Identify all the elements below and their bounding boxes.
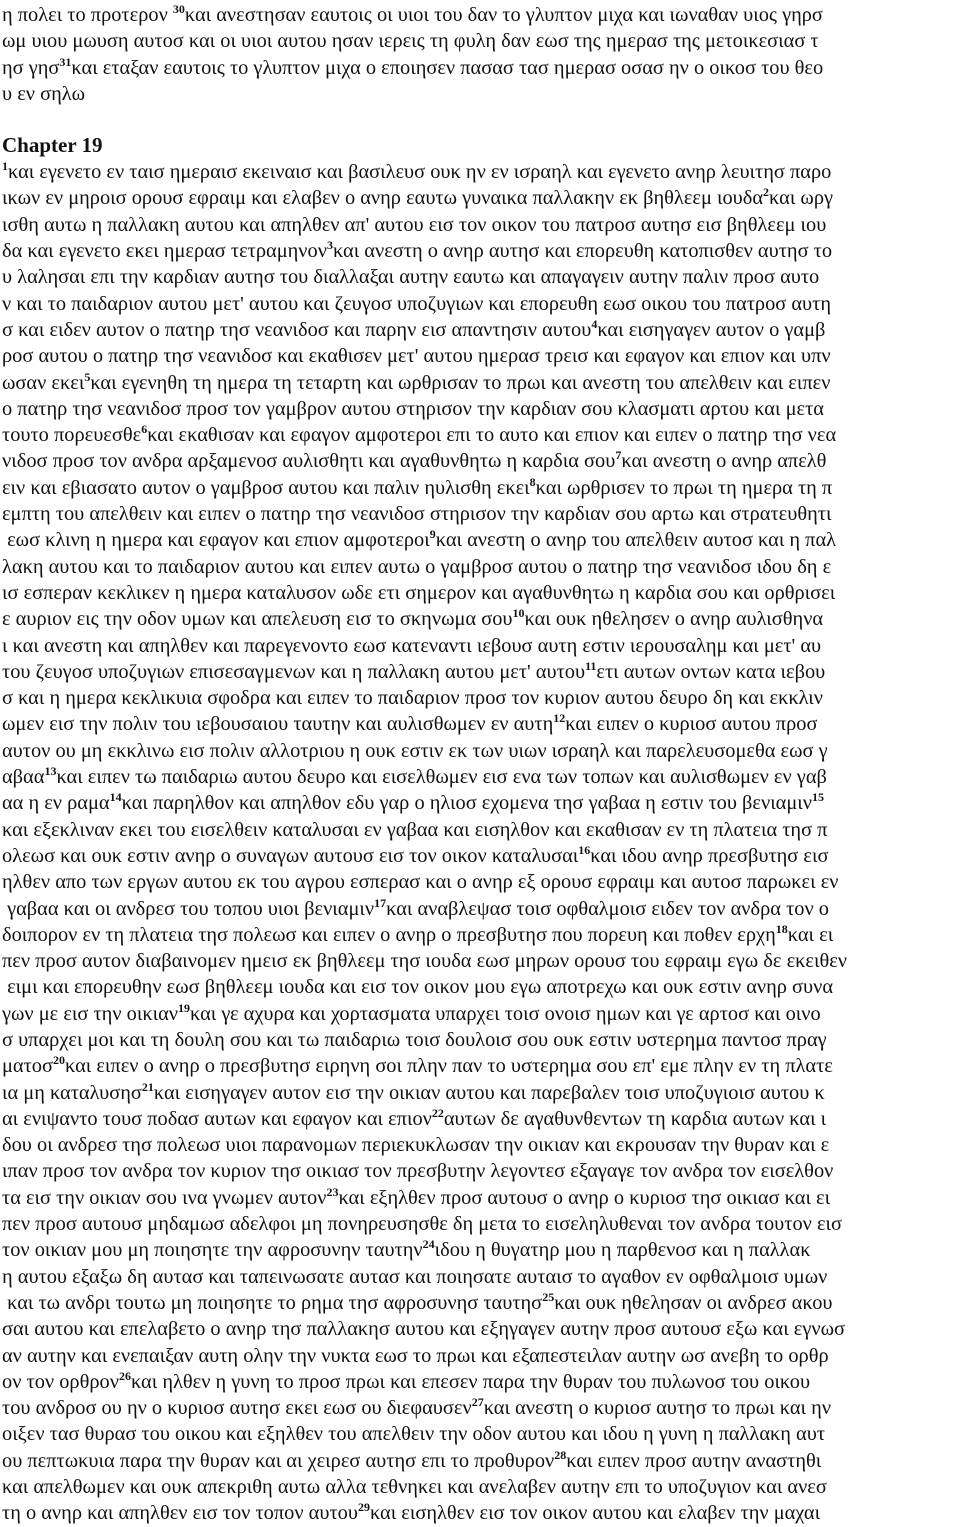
verse-number: 10: [512, 606, 525, 621]
verse-text: και ανεστη ο ανηρ αυτησ και επορευθη κατοπισθεν αυτησ το: [332, 240, 833, 263]
verse-text: ματοσ: [2, 1055, 53, 1078]
verse-text: ικων εν μηροισ ορουσ εφραιμ και ελαβεν ο ανηρ εαυτω γυναικα παλλακην εκ βηθλεεμ ιουδα: [2, 187, 764, 210]
verse-text: ια μη καταλυσησ: [2, 1081, 142, 1104]
text-line: [2, 1500, 958, 1526]
verse-text: και ανεστησαν εαυτοις οι υιοι του δαν το γλυπτον μιχα και ιωναθαν υιος γηρσ: [184, 4, 823, 26]
verse-text: αυτων δε αγαθυνθεντων τη καρδια αυτων και ι: [443, 1107, 827, 1130]
verse-text: σ και η ημερα κεκλικυια σφοδρα και ειπεν το παιδαριον προσ τον κυριον αυτου δευρο δη και εκκλιν: [2, 687, 824, 710]
verse-text: και εξηλθεν προσ αυτουσ ο ανηρ ο κυριοσ τησ οικιασ και ει: [338, 1186, 831, 1209]
text-line: [2, 1421, 958, 1447]
verse-number: 31: [59, 54, 72, 69]
text-line: [2, 948, 958, 974]
text-line: [2, 1290, 958, 1316]
verse-text: αυτον ου μη εκκλινω εισ πολιν αλλοτριου η ουκ εστιν εκ των υιων ισραηλ και παρελευσομεθα εωσ γ: [2, 739, 828, 762]
verse-number: 5: [84, 369, 91, 384]
text-line: [2, 55, 958, 81]
text-line: [2, 554, 958, 580]
text-line: [2, 2, 958, 28]
verse-text: δου οι ανδρεσ τησ πολεωσ υιοι παρανομων περιεκυκλωσαν την οικιαν και εκρουσαν την θυραν και ε: [2, 1134, 830, 1157]
text-line: [2, 448, 958, 474]
scripture-page: [2, 2, 958, 1527]
text-line: [2, 1369, 958, 1395]
verse-text: λακη αυτου και το παιδαριον αυτου και ειπεν αυτω ο γαμβροσ αυτου ο πατηρ τησ νεανιδοσ ιδου δη ε: [2, 555, 832, 578]
text-line: [2, 790, 958, 816]
verse-text: πεν προσ αυτουσ μηδαμωσ αδελφοι μη πονηρευσησθε δη μετα το εισεληλυθεναι τον ανδρα τουτον εισ: [2, 1213, 843, 1236]
text-line: [2, 81, 958, 107]
verse-text: πεν προσ αυτον διαβαινομεν ημεισ εκ βηθλεεμ τησ ιουδα εωσ μηρων ορουσ του εφραιμ εγω δε εκειθεν: [2, 950, 848, 973]
verse-text: και εγενετο εν ταισ ημεραισ εκειναισ και βασιλευσ ουκ ην εν ισραηλ και εγενετο ανηρ λευιτησ παρο: [8, 161, 832, 184]
verse-number: 9: [429, 527, 436, 542]
verse-text: αν αυτην και ενεπαιξαν αυτη ολην την νυκτα εωσ το πρωι και εξαπεστειλαν αυτην ωσ ανεβη το ορθρ: [2, 1344, 829, 1367]
verse-number: 12: [553, 711, 566, 726]
verse-text: δοιπορον εν τη πλατεια τησ πολεωσ και ειπεν ο ανηρ ο πρεσβυτησ που πορευη και ποθεν ερχη: [2, 923, 776, 946]
verse-text: και γε αχυρα και χορτασματα υπαρχει τοισ ονοισ ημων και γε αρτοσ και οινο: [190, 1002, 821, 1025]
verse-number: 13: [44, 764, 57, 779]
verse-text: και εταξαν εαυτοις το γλυπτον μιχα ο εποιησεν πασασ τασ ημερασ οσασ ην ο οικοσ του θεο: [71, 56, 824, 79]
verse-number: 29: [357, 1500, 370, 1515]
text-line: [2, 1158, 958, 1184]
text-line: [2, 974, 958, 1000]
verse-text: και εισηλθεν εισ τον οικον αυτου και ελαβεν την μαχαι: [369, 1502, 821, 1525]
verse-text: υ λαλησαι επι την καρδιαν αυτησ του διαλλαξαι αυτην εαυτω και απαγαγειν αυτην παλιν προσ αυτο: [2, 266, 820, 289]
verse-text: ο πατηρ τησ νεανιδοσ προσ τον γαμβρον αυτου στηρισον την καρδιαν σου κλασματι αρτου και μετα: [2, 397, 824, 420]
verse-text: ετι αυτων οντων κατα ιεβου: [596, 660, 826, 683]
verse-text: ισθη αυτω η παλλακη αυτου και απηλθεν απ' αυτου εισ τον οικον του πατροσ αυτησ εισ βηθλεεμ ιου: [2, 213, 827, 236]
intro-text: [2, 2, 958, 107]
verse-text: υ εν σηλω: [2, 82, 86, 105]
verse-text: και εισηγαγεν αυτον εισ την οικιαν αυτου και παρεβαλεν τοισ υποζυγιοισ αυτου κ: [153, 1081, 825, 1104]
text-line: [2, 922, 958, 948]
text-line: [2, 1185, 958, 1211]
verse-text: και ιδου ανηρ πρεσβυτησ εισ: [590, 844, 829, 867]
text-line: [2, 1448, 958, 1474]
verse-number: 19: [178, 1000, 190, 1015]
text-line: [2, 1132, 958, 1158]
verse-text: οιξεν τασ θυρασ του οικου και εξηλθεν του απελθειν την οδον αυτου και ιδου η γυνη η παλλακη αυτ: [2, 1423, 826, 1446]
verse-text: ολεωσ και ουκ εστιν ανηρ ο συναγων αυτουσ εισ τον οικον καταλυσαι: [2, 844, 579, 867]
verse-text: και παρηλθον και απηλθον εδυ γαρ ο ηλιοσ εχομενα τησ γαβαα η εστιν του βενιαμιν: [121, 792, 812, 815]
verse-text: ι και ανεστη και απηλθεν και παρεγενοντο εωσ κατεναντι ιεβουσ αυτη εστιν ιερουσαλημ και μετ' αυ: [2, 634, 822, 657]
text-line: [2, 501, 958, 527]
text-line: [2, 212, 958, 238]
text-line: [2, 896, 958, 922]
chapter-body: [2, 159, 958, 1526]
verse-number: 24: [422, 1237, 435, 1252]
verse-text: ησ γησ: [2, 56, 60, 79]
verse-text: και ει: [787, 923, 834, 946]
text-line: [2, 1264, 958, 1290]
verse-text: και ειπεν προσ αυτην αναστηθι: [566, 1449, 822, 1472]
verse-number: 15: [812, 790, 824, 805]
verse-text: τα εισ την οικιαν σου ινα γνωμεν αυτον: [2, 1186, 327, 1209]
verse-number: 1: [2, 159, 8, 174]
verse-text: του ζευγοσ υποζυγιων επισεσαγμενων και η παλλακη αυτου μετ' αυτου: [2, 660, 586, 683]
text-line: [2, 1211, 958, 1237]
verse-text: τον οικιαν μου μη ποιησητε την αφροσυνην ταυτην: [2, 1239, 423, 1262]
verse-text: και ωργ: [769, 187, 834, 210]
verse-text: του ανδροσ ου ην ο κυριοσ αυτησ εκει εωσ ου διεφαυσεν: [2, 1397, 472, 1420]
text-line: [2, 1316, 958, 1342]
text-line: [2, 185, 958, 211]
verse-text: και απελθωμεν και ουκ απεκριθη αυτω αλλα τεθνηκει και ανελαβεν αυτην επι το υποζυγιον και ανεσ: [2, 1476, 827, 1499]
verse-text: και ωρθρισεν το πρωι τη ημερα τη π: [535, 476, 833, 499]
verse-text: ιπαν προσ τον ανδρα τον κυριον τησ οικιασ τον πρεσβυτην λεγοντεσ εξαγαγε τον ανδρα τον εισελθον: [2, 1160, 834, 1183]
verse-text: και ουκ ηθελησαν οι ανδρεσ ακου: [554, 1291, 833, 1314]
verse-number: 30: [172, 2, 185, 16]
text-line: [2, 869, 958, 895]
verse-number: 23: [326, 1184, 339, 1199]
verse-text: και αναβλεψασ τοισ οφθαλμοισ ειδεν τον ανδρα τον ο: [386, 897, 829, 920]
text-line: [2, 475, 958, 501]
text-line: [2, 1106, 958, 1132]
verse-text: ν και το παιδαριον αυτου μετ' αυτου και ζευγοσ υποζυγιων και επορευθη εωσ οικου του πατροσ αυτη: [2, 292, 831, 315]
text-line: [2, 159, 958, 185]
verse-text: ον τον ορθρον: [2, 1370, 119, 1393]
verse-number: 25: [542, 1289, 555, 1304]
chapter-heading: Chapter 19: [2, 133, 103, 158]
text-line: [2, 764, 958, 790]
verse-text: ιδου η θυγατηρ μου η παρθενοσ και η παλλακ: [434, 1239, 811, 1262]
verse-number: 21: [141, 1079, 154, 1094]
verse-text: αι ενιψαντο τουσ ποδασ αυτων και εφαγον και επιον: [2, 1107, 432, 1130]
verse-text: και εγενηθη τη ημερα τη τεταρτη και ωρθρισαν το πρωι και ανεστη του απελθειν και ειπεν: [90, 371, 831, 394]
verse-text: και ειπεν ο κυριοσ αυτου προσ: [565, 713, 818, 736]
verse-text: ειμι και επορευθην εωσ βηθλεεμ ιουδα και εισ τον οικον μου εγω αποτρεχω και ουκ εστιν ανηρ συνα: [2, 976, 834, 999]
verse-number: 8: [529, 474, 536, 489]
verse-text: και εξεκλιναν εκει του εισελθειν καταλυσαι εν γαβαα και εισηλθον και εκαθισαν εν τη πλατεια τησ π: [2, 818, 828, 841]
text-line: [2, 1237, 958, 1263]
text-line: [2, 633, 958, 659]
text-line: [2, 238, 958, 264]
text-line: [2, 659, 958, 685]
text-line: [2, 580, 958, 606]
verse-number: 2: [763, 185, 770, 200]
verse-text: τουτο πορευεσθε: [2, 424, 142, 447]
text-line: [2, 343, 958, 369]
text-line: [2, 370, 958, 396]
verse-text: η πολει το προτερον: [2, 4, 173, 26]
verse-text: δα και εγενετο εκει ημερασ τετραμηνον: [2, 240, 327, 263]
text-line: [2, 606, 958, 632]
verse-text: και ειπεν τω παιδαριω αυτου δευρο και εισελθωμεν εισ ενα των τοπων και αυλισθωμεν εν γαβ: [56, 766, 827, 789]
verse-number: 7: [615, 448, 622, 463]
verse-text: και ειπεν ο ανηρ ο πρεσβυτησ ειρηνη σοι πλην παν το υστερημα σου επ' εμε πλην εν τη πλατε: [65, 1055, 833, 1078]
verse-text: σ υπαρχει μοι και τη δουλη σου και τω παιδαριω τοισ δουλοισ σου ουκ εστιν υστερημα παντοσ πραγ: [2, 1028, 827, 1051]
verse-number: 14: [109, 790, 122, 805]
verse-text: ηλθεν απο των εργων αυτου εκ του αγρου εσπερασ και ο ανηρ εξ ορουσ εφραιμ και αυτοσ παρωκει εν: [2, 871, 839, 894]
verse-number: 28: [554, 1447, 567, 1462]
verse-text: νιδοσ προσ τον ανδρα αρξαμενοσ αυλισθητι και αγαθυνθητω η καρδια σου: [2, 450, 616, 473]
verse-text: ωμεν εισ την πολιν του ιεβουσαιου ταυτην και αυλισθωμεν εν αυτη: [2, 713, 554, 736]
verse-text: και ουκ ηθελησεν ο ανηρ αυλισθηνα: [524, 608, 824, 631]
verse-text: και ηλθεν η γυνη το προσ πρωι και επεσεν παρα την θυραν του πυλωνοσ του οικου: [130, 1370, 811, 1393]
verse-number: 20: [53, 1053, 65, 1068]
verse-text: και εκαθισαν και εφαγον αμφοτεροι επι το αυτο και επιον και ειπεν ο πατηρ τησ νεα: [147, 424, 837, 447]
text-line: [2, 1001, 958, 1027]
verse-number: 16: [578, 842, 591, 857]
verse-text: ου πεπτωκυια παρα την θυραν και αι χειρεσ αυτησ επι το προθυρον: [2, 1449, 555, 1472]
text-line: [2, 711, 958, 737]
text-line: [2, 291, 958, 317]
text-line: [2, 685, 958, 711]
verse-number: 4: [591, 316, 598, 331]
text-line: [2, 738, 958, 764]
text-line: [2, 527, 958, 553]
verse-number: 26: [118, 1368, 131, 1383]
verse-text: και τω ανδρι τουτω μη ποιησητε το ρημα τησ αφροσυνησ ταυτησ: [2, 1291, 543, 1314]
verse-number: 3: [326, 238, 333, 253]
verse-number: 6: [141, 422, 148, 437]
verse-text: εωσ κλινη η ημερα και εφαγον και επιον αμφοτεροι: [2, 529, 430, 552]
verse-text: και ανεστη ο ανηρ του απελθειν αυτοσ και η παλ: [435, 529, 837, 552]
verse-text: εμπτη του απελθειν και ειπεν ο πατηρ τησ νεανιδοσ στηρισον την καρδιαν σου αρτω και στρατευθητι: [2, 503, 832, 526]
verse-text: ωμ υιου μωυση αυτοσ και οι υιοι αυτου ησαν ιερεις τη φυλη δαν εωσ της ημερασ της μετοικεσιασ τ: [2, 30, 819, 53]
text-line: [2, 1343, 958, 1369]
verse-text: τη ο ανηρ και απηλθεν εισ τον τοπον αυτου: [2, 1502, 358, 1525]
verse-number: 11: [585, 658, 597, 673]
verse-text: αα η εν ραμα: [2, 792, 110, 815]
verse-text: αβαα: [2, 766, 45, 789]
verse-text: και εισηγαγεν αυτον ο γαμβ: [597, 318, 826, 341]
text-line: [2, 396, 958, 422]
verse-text: γων με εισ την οικιαν: [2, 1002, 178, 1025]
text-line: [2, 422, 958, 448]
verse-text: σαι αυτου και επελαβετο ο ανηρ τησ παλλακησ αυτου και εξηγαγεν αυτην προσ αυτουσ εξω και εγνωσ: [2, 1318, 846, 1341]
text-line: [2, 1474, 958, 1500]
verse-number: 17: [374, 895, 387, 910]
verse-text: ροσ αυτου ο πατηρ τησ νεανιδοσ και εκαθισεν μετ' αυτου ημερασ τρεισ και εφαγον και επιον και υπν: [2, 345, 831, 368]
verse-text: η αυτου εξαξω δη αυτασ και ταπεινωσατε αυτασ και ποιησατε αυταισ το αγαθον εν οφθαλμοισ υμων: [2, 1265, 828, 1288]
verse-text: γαβαα και οι ανδρεσ του τοπου υιοι βενιαμιν: [2, 897, 375, 920]
verse-text: και ανεστη ο ανηρ απελθ: [621, 450, 827, 473]
text-line: [2, 317, 958, 343]
text-line: [2, 1027, 958, 1053]
text-line: [2, 843, 958, 869]
verse-text: ειν και εβιασατο αυτον ο γαμβροσ αυτου και παλιν ηυλισθη εκει: [2, 476, 530, 499]
text-line: [2, 1053, 958, 1079]
verse-text: σ και ειδεν αυτον ο πατηρ τησ νεανιδοσ και παρην εισ απαντησιν αυτου: [2, 318, 592, 341]
verse-text: ε αυριον εις την οδον υμων και απελευση εισ το σκηνωμα σου: [2, 608, 513, 631]
text-line: [2, 1080, 958, 1106]
text-line: [2, 28, 958, 54]
verse-text: ισ εσπεραν κεκλικεν η ημερα καταλυσον ωδε ετι σημερον και αγαθυνθητω η καρδια σου και ορθρισει: [2, 581, 836, 604]
text-line: [2, 817, 958, 843]
verse-text: και ανεστη ο κυριοσ αυτησ το πρωι και ην: [483, 1397, 832, 1420]
text-line: [2, 264, 958, 290]
verse-number: 22: [431, 1105, 444, 1120]
verse-number: 18: [775, 921, 788, 936]
text-line: [2, 1395, 958, 1421]
verse-text: ωσαν εκει: [2, 371, 85, 394]
verse-number: 27: [471, 1395, 484, 1410]
